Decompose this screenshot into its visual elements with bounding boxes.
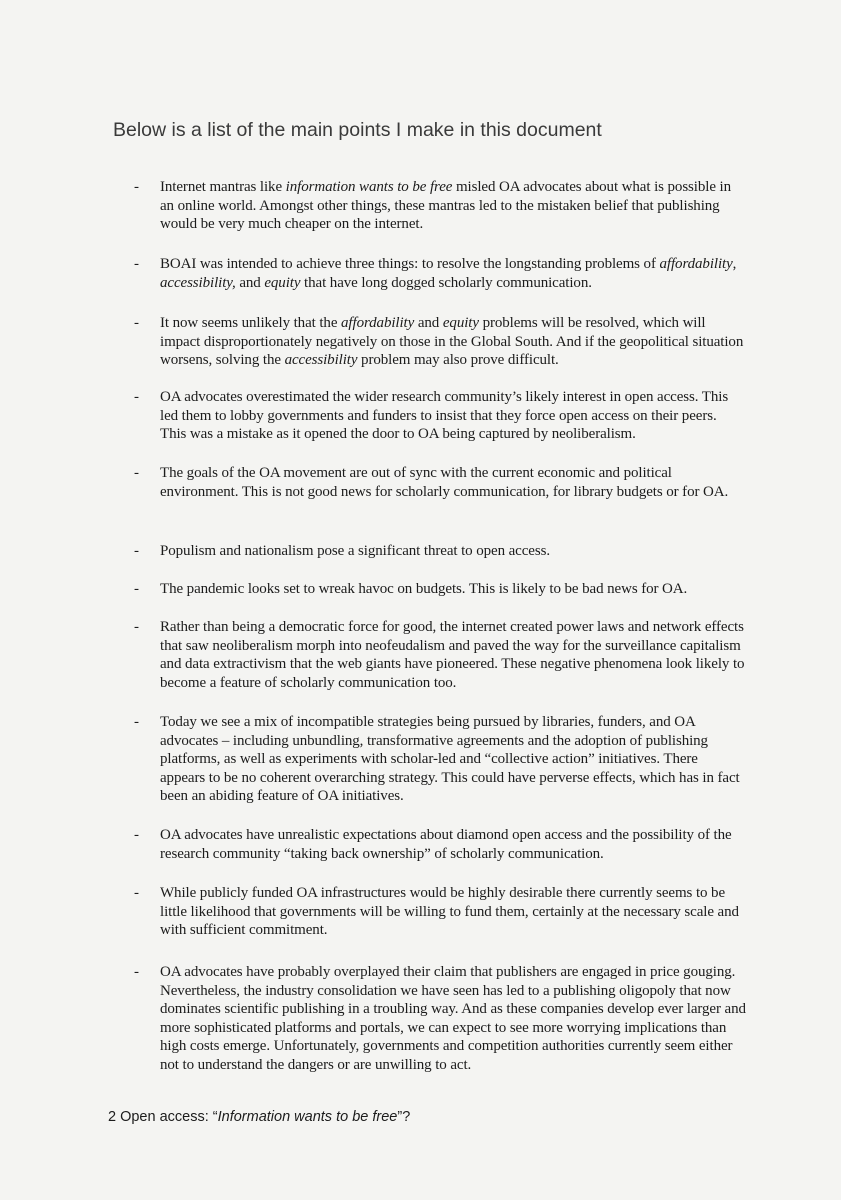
footer-text: 2 Open access: “	[108, 1109, 218, 1125]
point-11-text: OA advocates have probably overplayed their claim that publishers are engaged in price gouging. Nevertheless, the industry consolidation we have seen has led to a publishing oligopoly that now dominates scientific publishing in a troubling way. And as these companies develop ever larger and more sophisticated platforms and portals, we can expect to see more worrying implications than high costs emerge. Unfortunately, governments and competition authorities currently seem either not to understand the dangers or are unwilling to act.	[160, 964, 746, 1073]
bullet-dash: -	[134, 179, 139, 195]
bullet-dash: -	[134, 315, 139, 331]
bullet-dash: -	[134, 465, 139, 481]
point-3-text: OA advocates overestimated the wider research community’s likely interest in open access. This led them to lobby governments and funders to insist that they force open access on their peers. This was a mistake as it opened the door to OA being captured by neoliberalism.	[160, 389, 729, 442]
bullet-dash: -	[134, 827, 139, 843]
point-0-text: Internet mantras like	[160, 179, 286, 195]
list-item-text	[160, 464, 746, 501]
footer-italic-text: Information wants to be free	[217, 1109, 398, 1125]
list-item-text	[160, 255, 746, 292]
bullet-dash: -	[134, 389, 139, 405]
list-item-text	[160, 542, 746, 561]
point-10-text: While publicly funded OA infrastructures would be highly desirable there currently seems to be little likelihood that governments will be willing to fund them, certainly at the necessary scale and with sufficient commitment.	[160, 885, 739, 938]
point-2-italic-text: affordability	[341, 315, 415, 331]
point-2-text: problems will be resolved, which will impact disproportionately negatively on those in the Global South. And if the geopolitical situation worsens, solving the	[160, 315, 744, 368]
point-2-italic-text: equity	[442, 315, 479, 331]
point-1-italic-text: accessibility,	[160, 274, 236, 291]
list-item-text	[160, 178, 746, 234]
bullet-dash: -	[134, 964, 139, 980]
list-item-text	[160, 388, 746, 444]
point-5-text: Populism and nationalism pose a significant threat to open access.	[160, 543, 550, 559]
point-1-text: and	[235, 274, 265, 291]
page-heading: Below is a list of the main points I make in this document	[113, 119, 602, 141]
point-2-italic-text: accessibility	[284, 352, 358, 368]
point-2-text: problem may also prove difficult.	[357, 352, 559, 368]
list-item-text	[160, 884, 746, 940]
list-item-text	[160, 713, 746, 806]
list-item-text	[160, 618, 746, 692]
point-9-text: OA advocates have unrealistic expectations about diamond open access and the possibility of the research community “taking back ownership” of scholarly communication.	[160, 827, 732, 862]
bullet-dash: -	[134, 581, 139, 597]
bullet-dash: -	[134, 256, 139, 272]
list-item-text	[160, 580, 746, 599]
bullet-dash: -	[134, 619, 139, 635]
section-heading-footer	[108, 1109, 410, 1125]
point-2-text: It now seems unlikely that the	[160, 315, 342, 331]
point-1-italic-text: affordability	[659, 256, 733, 272]
point-1-text: that have long dogged scholarly communication.	[300, 274, 592, 291]
footer-text: ”?	[397, 1109, 411, 1125]
point-0-text: misled OA advocates about what is possible in an online world. Amongst other things, these mantras led to the mistaken belief that publishing would be very much cheaper on the internet.	[160, 179, 732, 232]
point-1-text: ,	[732, 256, 737, 272]
point-0-italic-text: information wants to be free	[285, 179, 453, 195]
point-6-text: The pandemic looks set to wreak havoc on budgets. This is likely to be bad news for OA.	[160, 581, 688, 597]
list-item-text	[160, 314, 746, 370]
point-4-text: The goals of the OA movement are out of sync with the current economic and political environment. This is not good news for scholarly communication, for library budgets or for OA.	[160, 465, 729, 500]
point-8-text: Today we see a mix of incompatible strategies being pursued by libraries, funders, and OA advocates – including unbundling, transformative agreements and the adoption of publishing platforms, as well as experiments with scholar-led and “collective action” initiatives. There appears to be no coherent overarching strategy. This could have perverse effects, which has in fact been an abiding feature of OA initiatives.	[160, 714, 740, 804]
list-item-text	[160, 826, 746, 863]
bullet-dash: -	[134, 885, 139, 901]
bullet-dash: -	[134, 714, 139, 730]
list-item-text	[160, 963, 746, 1074]
point-2-text: and	[414, 315, 443, 331]
point-1-italic-text: equity	[264, 274, 301, 291]
bullet-dash: -	[134, 543, 139, 559]
point-1-text: BOAI was intended to achieve three things: to resolve the longstanding problems of	[160, 256, 660, 272]
point-7-text: Rather than being a democratic force for good, the internet created power laws and network effects that saw neoliberalism morph into neofeudalism and paved the way for the surveillance capitalism and data extractivism that the web giants have pioneered. These negative phenomena look likely to become a feature of scholarly communication too.	[160, 619, 745, 691]
